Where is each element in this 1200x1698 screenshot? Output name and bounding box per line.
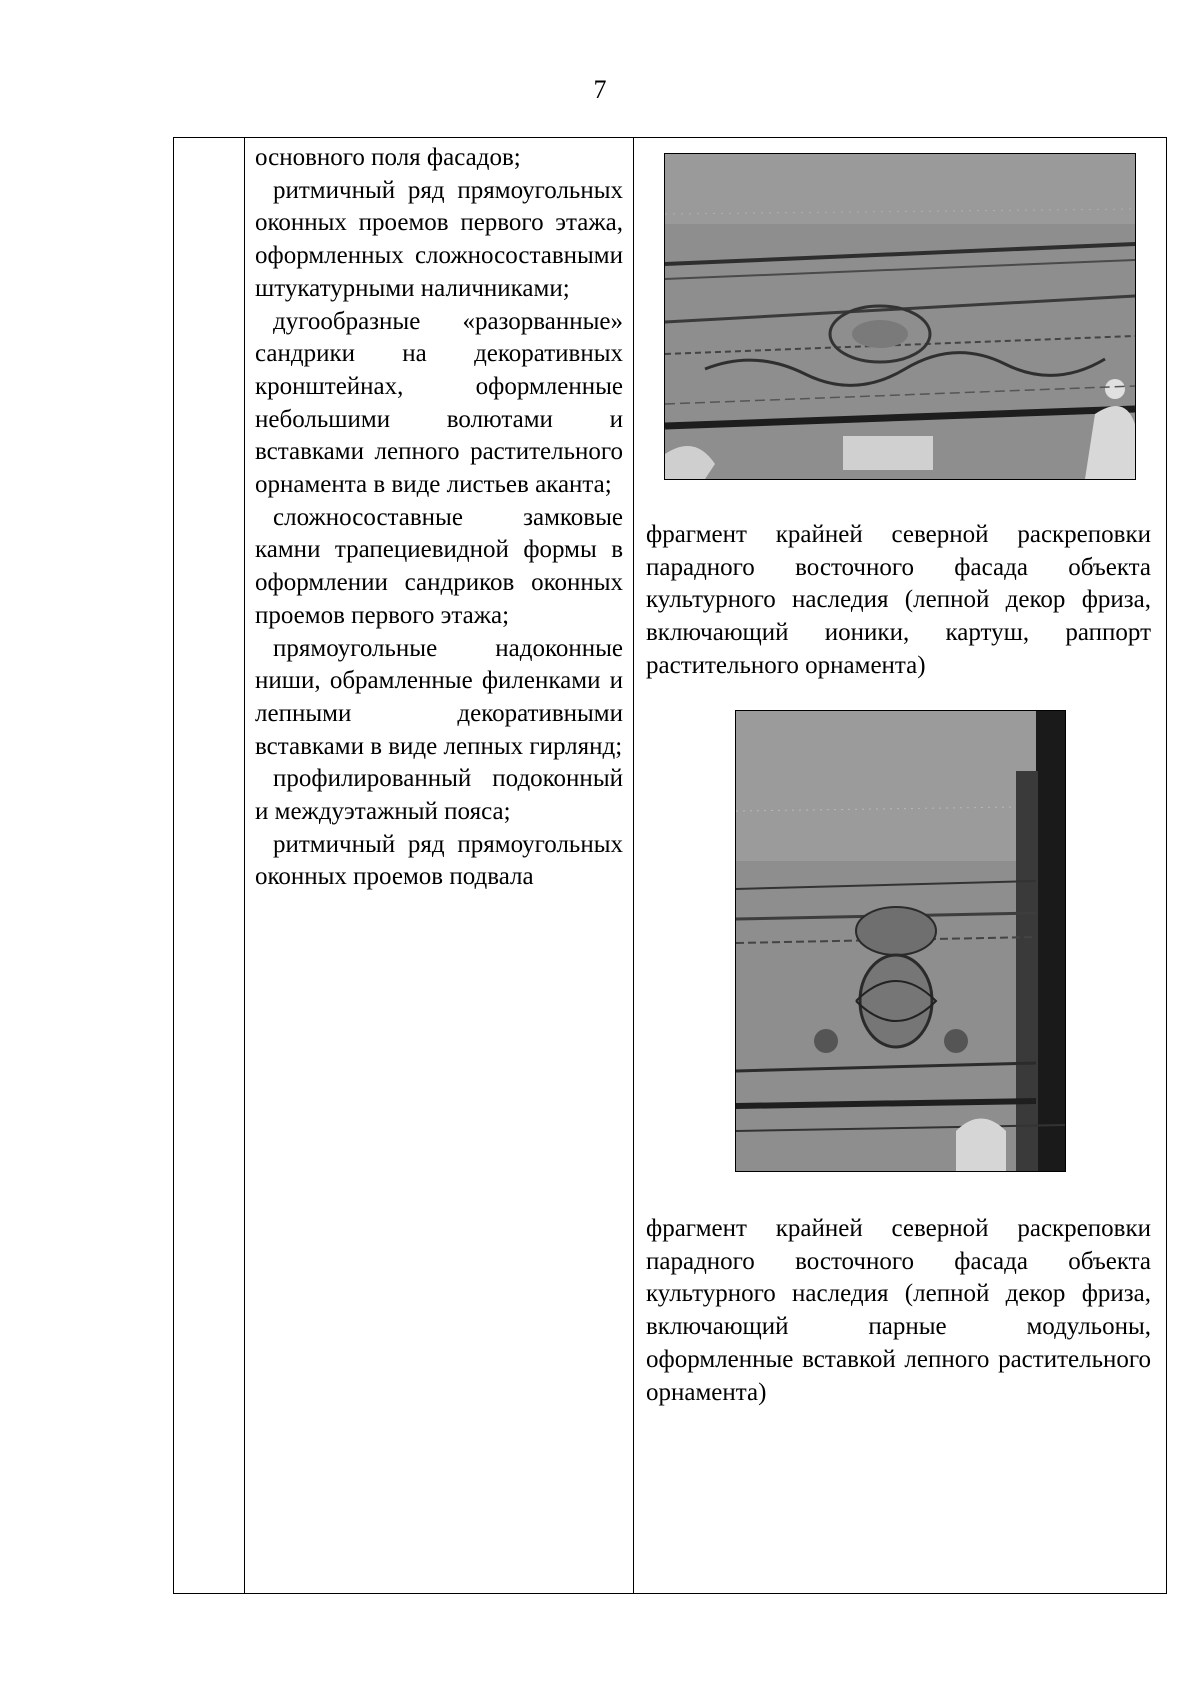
facade-photo-image xyxy=(736,711,1065,1171)
facade-photo-modillions xyxy=(735,710,1066,1172)
page-number: 7 xyxy=(593,75,607,104)
table-row xyxy=(174,138,1167,1594)
photos-cell xyxy=(634,138,1167,1594)
photo-caption: фрагмент крайней северной раскреповки парадного восточного фасада объекта культурного наследия (лепной декор фриза, включающий парные модульоны, оформленные вставкой лепного растительного орнамента) xyxy=(646,1215,1151,1406)
photo-caption: фрагмент крайней северной раскреповки парадного восточного фасада объекта культурного наследия (лепной декор фриза, включающий ионики, картуш, раппорт растительного орнамента) xyxy=(646,521,1151,679)
feature-item: профилированный подоконный и междуэтажный пояса; xyxy=(255,765,623,826)
feature-item: основного поля фасадов; xyxy=(255,144,521,171)
facade-photo-frieze xyxy=(664,153,1136,480)
features-list xyxy=(245,138,633,894)
heritage-table xyxy=(173,137,1167,1594)
facade-photo-image xyxy=(665,154,1135,479)
feature-item: прямоугольные надоконные ниши, обрамленные филенками и лепными декоративными вставками в виде лепных гирлянд; xyxy=(255,634,623,760)
feature-item: ритмичный ряд прямоугольных оконных проемов подвала xyxy=(255,830,623,891)
feature-item: сложносоставные замковые камни трапециевидной формы в оформлении сандриков оконных проемов первого этажа; xyxy=(255,503,623,629)
number-cell xyxy=(174,138,245,1594)
feature-item: ритмичный ряд прямоугольных оконных проемов первого этажа, оформленных сложносоставными штукатурными наличниками; xyxy=(255,176,623,302)
features-cell xyxy=(245,138,634,1594)
feature-item: дугообразные «разорванные» сандрики на декоративных кронштейнах, оформленные небольшими волютами и вставками лепного растительного орнамента в виде листьев аканта; xyxy=(255,307,623,499)
